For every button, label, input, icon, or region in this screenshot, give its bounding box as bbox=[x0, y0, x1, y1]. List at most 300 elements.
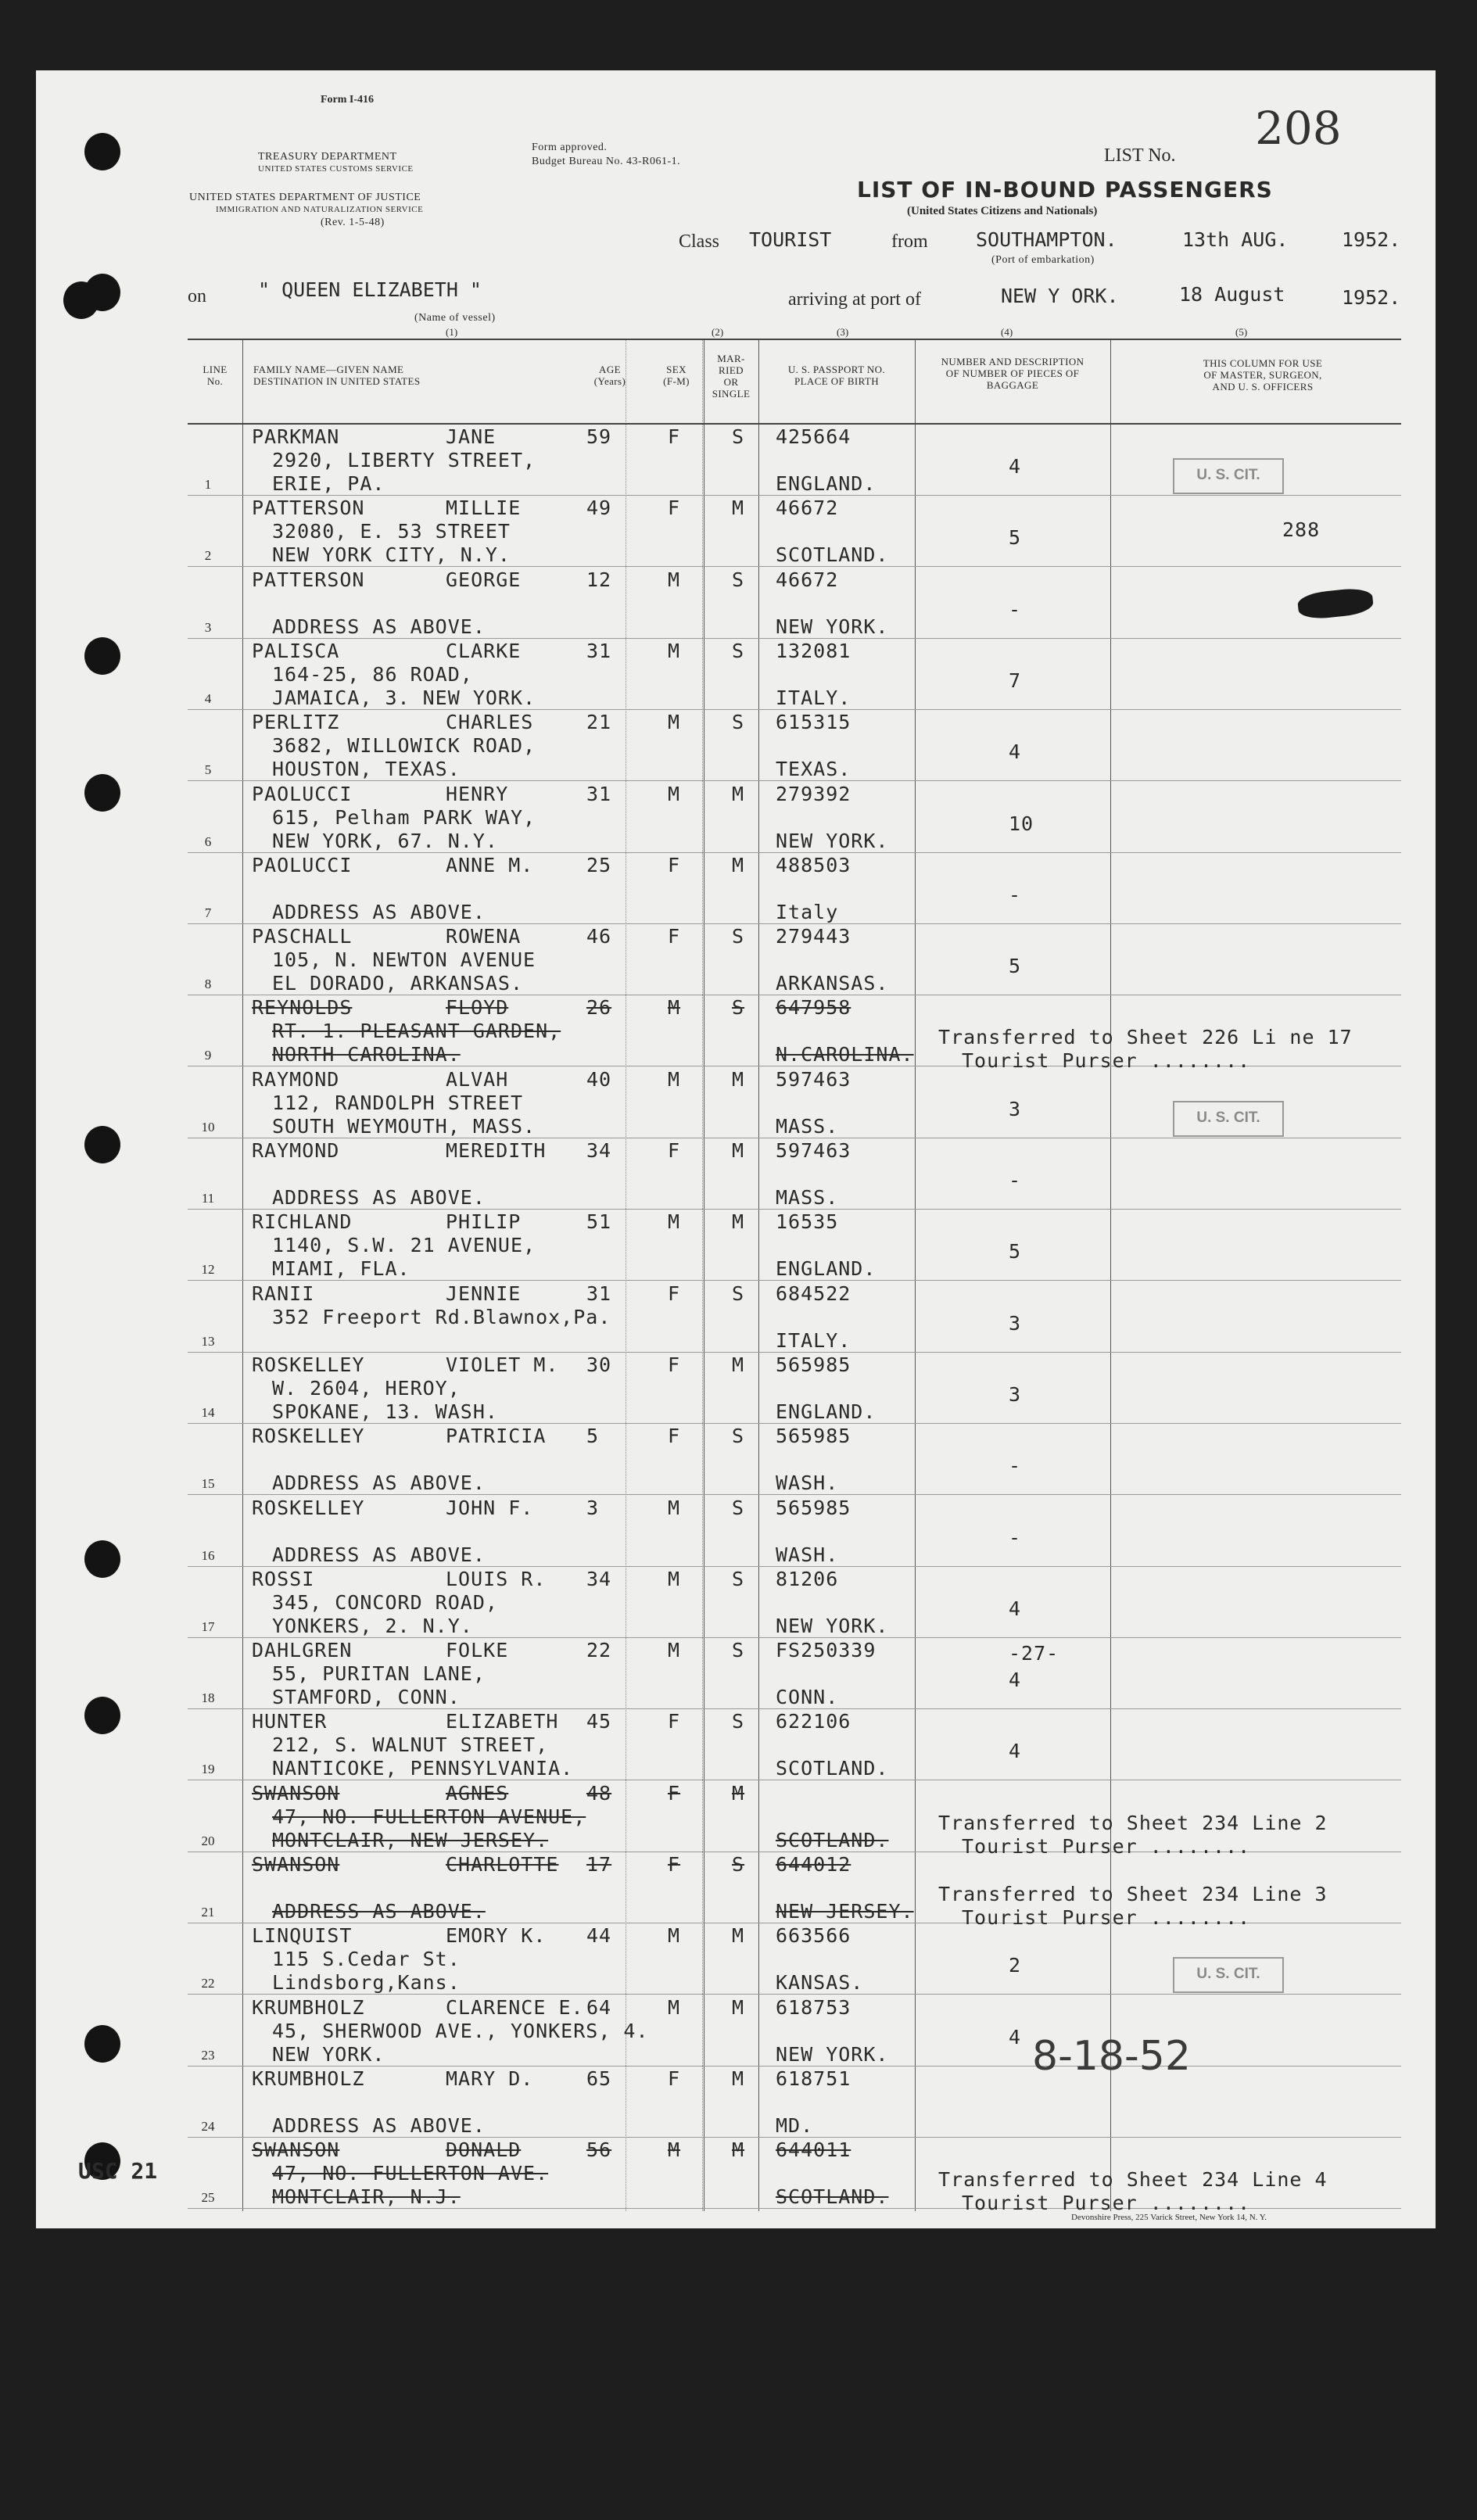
sex: F bbox=[668, 925, 681, 948]
sex: M bbox=[668, 568, 681, 591]
family-name: RAYMOND bbox=[252, 1139, 340, 1162]
line-number: 14 bbox=[201, 1404, 215, 1420]
birth-place: SCOTLAND. bbox=[776, 1757, 889, 1780]
given-name: HENRY bbox=[446, 782, 509, 805]
family-name: HUNTER bbox=[252, 1710, 328, 1733]
given-name: PHILIP bbox=[446, 1210, 522, 1234]
age: 31 bbox=[586, 1282, 612, 1305]
address-line: ADDRESS AS ABOVE. bbox=[272, 615, 486, 638]
passport-number: 279392 bbox=[776, 782, 851, 805]
baggage-count: - bbox=[1009, 883, 1022, 906]
family-name: ROSKELLEY bbox=[252, 1425, 365, 1448]
form-number: Form I-416 bbox=[321, 94, 375, 106]
binder-hole bbox=[84, 1540, 120, 1578]
col-number: (2) bbox=[712, 326, 724, 338]
table-row bbox=[188, 852, 1401, 924]
baggage-count: - bbox=[1009, 1525, 1022, 1549]
marital-status: S bbox=[732, 1282, 745, 1305]
passport-number: 46672 bbox=[776, 568, 839, 591]
line-number: 18 bbox=[201, 1690, 215, 1706]
marital-status: S bbox=[732, 1639, 745, 1662]
marital-status: S bbox=[732, 711, 745, 734]
arriving-label: arriving at port of bbox=[788, 289, 921, 310]
given-name: CHARLES bbox=[446, 711, 534, 734]
sex: M bbox=[668, 1639, 681, 1662]
pencil-signature: 8-18-52 bbox=[1032, 2033, 1191, 2080]
col-number: (5) bbox=[1235, 326, 1248, 338]
marital-status: M bbox=[732, 1995, 745, 2019]
baggage-count: 4 bbox=[1009, 1740, 1022, 1763]
line-number: 7 bbox=[204, 905, 212, 920]
vessel-name: " QUEEN ELIZABETH " bbox=[258, 278, 482, 301]
address-line: YONKERS, 2. N.Y. bbox=[272, 1614, 473, 1637]
margin-note: 288 bbox=[1282, 518, 1321, 542]
baggage-count: 7 bbox=[1009, 669, 1022, 692]
marital-status: M bbox=[732, 1210, 745, 1234]
given-name: JOHN F. bbox=[446, 1496, 534, 1519]
birth-place: MASS. bbox=[776, 1186, 839, 1209]
vessel-note: (Name of vessel) bbox=[414, 312, 496, 324]
address-line: 615, Pelham PARK WAY, bbox=[272, 805, 536, 829]
marital-status: S bbox=[732, 568, 745, 591]
address-line: 1140, S.W. 21 AVENUE, bbox=[272, 1234, 536, 1257]
arrival-port: NEW Y ORK. bbox=[1001, 285, 1119, 307]
family-name: SWANSON bbox=[252, 2138, 340, 2162]
col-header-name: FAMILY NAME—GIVEN NAME DESTINATION IN UNITED STATES bbox=[253, 364, 421, 387]
birth-place: TEXAS. bbox=[776, 758, 851, 781]
age: 31 bbox=[586, 639, 612, 662]
passport-number: 565985 bbox=[776, 1353, 851, 1376]
passport-number: 565985 bbox=[776, 1496, 851, 1519]
passport-number: 425664 bbox=[776, 425, 851, 448]
address-line: 352 Freeport Rd.Blawnox,Pa. bbox=[272, 1305, 611, 1328]
address-line: MONTCLAIR, NEW JERSEY. bbox=[272, 1828, 549, 1851]
sex: F bbox=[668, 1425, 681, 1448]
baggage-count: 5 bbox=[1009, 1240, 1022, 1264]
given-name: MEREDITH bbox=[446, 1139, 547, 1162]
address-line: EL DORADO, ARKANSAS. bbox=[272, 972, 524, 995]
family-name: LINQUIST bbox=[252, 1924, 353, 1948]
given-name: JANE bbox=[446, 425, 497, 448]
line-number: 25 bbox=[201, 2190, 215, 2206]
approval-line: Budget Bureau No. 43-R061-1. bbox=[532, 156, 681, 167]
passport-number: 46672 bbox=[776, 496, 839, 520]
embark-note: (Port of embarkation) bbox=[991, 254, 1095, 266]
birth-place: ITALY. bbox=[776, 686, 851, 709]
col-number: (4) bbox=[1001, 326, 1013, 338]
age: 21 bbox=[586, 711, 612, 734]
birth-place: NEW YORK. bbox=[776, 2042, 889, 2066]
given-name: ANNE M. bbox=[446, 853, 534, 876]
line-number: 13 bbox=[201, 1333, 215, 1349]
passport-number: 618751 bbox=[776, 2067, 851, 2090]
sex: M bbox=[668, 639, 681, 662]
document-subtitle: (United States Citizens and Nationals) bbox=[907, 205, 1098, 217]
age: 45 bbox=[586, 1710, 612, 1733]
sex: M bbox=[668, 1210, 681, 1234]
birth-place: MD. bbox=[776, 2113, 814, 2137]
transfer-note: Transferred to Sheet 234 Line 3 bbox=[938, 1883, 1328, 1905]
passport-number: 565985 bbox=[776, 1425, 851, 1448]
binder-hole bbox=[84, 133, 120, 170]
passport-number: 615315 bbox=[776, 711, 851, 734]
age: 30 bbox=[586, 1353, 612, 1376]
passport-number: 644011 bbox=[776, 2138, 851, 2162]
table-row bbox=[188, 2066, 1401, 2138]
given-name: LOUIS R. bbox=[446, 1567, 547, 1590]
sex: F bbox=[668, 1282, 681, 1305]
address-line: 45, SHERWOOD AVE., YONKERS, 4. bbox=[272, 2019, 649, 2042]
marital-status: M bbox=[732, 853, 745, 876]
sex: M bbox=[668, 996, 681, 1020]
family-name: ROSKELLEY bbox=[252, 1496, 365, 1519]
table-row bbox=[188, 1209, 1401, 1281]
table-row bbox=[188, 1138, 1401, 1210]
purser-note: Tourist Purser ........ bbox=[962, 1906, 1251, 1929]
line-number: 11 bbox=[201, 1191, 215, 1206]
sex: F bbox=[668, 1139, 681, 1162]
address-line: SOUTH WEYMOUTH, MASS. bbox=[272, 1114, 536, 1138]
embark-port: SOUTHAMPTON. bbox=[976, 228, 1117, 251]
line-number: 5 bbox=[204, 762, 212, 778]
age: 46 bbox=[586, 925, 612, 948]
table-row bbox=[188, 2137, 1401, 2215]
line-number: 8 bbox=[204, 977, 212, 992]
family-name: SWANSON bbox=[252, 1781, 340, 1805]
age: 44 bbox=[586, 1924, 612, 1948]
passport-number: 132081 bbox=[776, 639, 851, 662]
line-number: 21 bbox=[201, 1905, 215, 1920]
passport-number: 488503 bbox=[776, 853, 851, 876]
marital-status: S bbox=[732, 1710, 745, 1733]
marital-status: M bbox=[732, 1067, 745, 1091]
age: 22 bbox=[586, 1639, 612, 1662]
list-number: 208 bbox=[1255, 102, 1342, 155]
family-name: PATTERSON bbox=[252, 568, 365, 591]
table-row bbox=[188, 638, 1401, 710]
birth-place: Italy bbox=[776, 900, 839, 923]
family-name: DAHLGREN bbox=[252, 1639, 353, 1662]
table-row bbox=[188, 567, 1401, 639]
birth-place: SCOTLAND. bbox=[776, 543, 889, 567]
table-row bbox=[188, 1637, 1401, 1709]
address-line: ADDRESS AS ABOVE. bbox=[272, 1471, 486, 1495]
address-line: 47, NO. FULLERTON AVENUE, bbox=[272, 1805, 586, 1828]
table-row bbox=[188, 495, 1401, 567]
sex: M bbox=[668, 1924, 681, 1948]
table-row bbox=[188, 923, 1401, 995]
family-name: REYNOLDS bbox=[252, 996, 353, 1020]
birth-place: SCOTLAND. bbox=[776, 1828, 889, 1851]
address-line: NEW YORK, 67. N.Y. bbox=[272, 829, 498, 852]
family-name: SWANSON bbox=[252, 1853, 340, 1876]
address-line: NORTH CAROLINA. bbox=[272, 1043, 461, 1066]
age: 12 bbox=[586, 568, 612, 591]
line-number: 23 bbox=[201, 2047, 215, 2063]
marital-status: M bbox=[732, 1353, 745, 1376]
birth-place: ENGLAND. bbox=[776, 1257, 877, 1281]
baggage-count: 4 bbox=[1009, 1597, 1022, 1620]
col-number: (3) bbox=[837, 326, 849, 338]
sex: M bbox=[668, 711, 681, 734]
line-number: 10 bbox=[201, 1119, 215, 1135]
address-line: 212, S. WALNUT STREET, bbox=[272, 1733, 549, 1757]
address-line: NEW YORK. bbox=[272, 2042, 385, 2066]
birth-place: NEW JERSEY. bbox=[776, 1900, 914, 1923]
arrival-year: 1952. bbox=[1342, 286, 1401, 309]
age: 59 bbox=[586, 425, 612, 448]
sex: F bbox=[668, 1781, 681, 1805]
table-row bbox=[188, 1995, 1401, 2067]
address-line: 115 S.Cedar St. bbox=[272, 1948, 461, 1971]
age: 26 bbox=[586, 996, 612, 1020]
baggage-count: 2 bbox=[1009, 1954, 1022, 1977]
passport-number: 622106 bbox=[776, 1710, 851, 1733]
given-name: EMORY K. bbox=[446, 1924, 547, 1948]
approval-line: Form approved. bbox=[532, 142, 608, 153]
baggage-count: - bbox=[1009, 1169, 1022, 1192]
family-name: ROSSI bbox=[252, 1567, 315, 1590]
given-name: MARY D. bbox=[446, 2067, 534, 2090]
line-number: 4 bbox=[204, 690, 212, 706]
table-row bbox=[188, 1066, 1401, 1138]
family-name: ROSKELLEY bbox=[252, 1353, 365, 1376]
given-name: GEORGE bbox=[446, 568, 522, 591]
col-header-married: MAR- RIED OR SINGLE bbox=[712, 353, 751, 400]
line-number: 15 bbox=[201, 1476, 215, 1492]
birth-place: SCOTLAND. bbox=[776, 2185, 889, 2209]
age: 65 bbox=[586, 2067, 612, 2090]
birth-place: CONN. bbox=[776, 1686, 839, 1709]
baggage-count: 3 bbox=[1009, 1311, 1022, 1335]
line-number: 17 bbox=[201, 1618, 215, 1634]
passport-number: 684522 bbox=[776, 1282, 851, 1305]
sex: F bbox=[668, 1710, 681, 1733]
given-name: AGNES bbox=[446, 1781, 509, 1805]
table-row bbox=[188, 1281, 1401, 1353]
birth-place: NEW YORK. bbox=[776, 829, 889, 852]
marital-status: M bbox=[732, 496, 745, 520]
line-number: 9 bbox=[204, 1048, 212, 1063]
given-name: ROWENA bbox=[446, 925, 522, 948]
embark-year: 1952. bbox=[1342, 228, 1401, 251]
baggage-count: - bbox=[1009, 1454, 1022, 1478]
given-name: PATRICIA bbox=[446, 1425, 547, 1448]
class-value: TOURIST bbox=[749, 228, 832, 251]
sex: F bbox=[668, 1853, 681, 1876]
family-name: PAOLUCCI bbox=[252, 782, 353, 805]
given-name: JENNIE bbox=[446, 1282, 522, 1305]
dept-line: IMMIGRATION AND NATURALIZATION SERVICE bbox=[216, 205, 424, 214]
address-line: 55, PURITAN LANE, bbox=[272, 1662, 486, 1686]
address-line: 345, CONCORD ROAD, bbox=[272, 1590, 498, 1614]
address-line: HOUSTON, TEXAS. bbox=[272, 758, 461, 781]
birth-place: KANSAS. bbox=[776, 1971, 864, 1995]
transfer-note: Transferred to Sheet 226 Li ne 17 bbox=[938, 1026, 1353, 1049]
sex: F bbox=[668, 1353, 681, 1376]
sex: F bbox=[668, 853, 681, 876]
given-name: CHARLOTTE bbox=[446, 1853, 559, 1876]
birth-place: NEW YORK. bbox=[776, 1614, 889, 1637]
us-citizen-stamp: U. S. CIT. bbox=[1173, 458, 1284, 494]
birth-place: WASH. bbox=[776, 1543, 839, 1566]
sex: F bbox=[668, 496, 681, 520]
age: 40 bbox=[586, 1067, 612, 1091]
purser-note: Tourist Purser ........ bbox=[962, 1834, 1251, 1858]
given-name: FOLKE bbox=[446, 1639, 509, 1662]
note: -27- bbox=[1009, 1642, 1059, 1665]
address-line: 32080, E. 53 STREET bbox=[272, 520, 511, 543]
table-row bbox=[188, 995, 1401, 1073]
baggage-count: 3 bbox=[1009, 1097, 1022, 1120]
age: 51 bbox=[586, 1210, 612, 1234]
line-number: 6 bbox=[204, 833, 212, 849]
dept-line: TREASURY DEPARTMENT bbox=[258, 151, 397, 163]
birth-place: N.CAROLINA. bbox=[776, 1043, 914, 1066]
given-name: CLARKE bbox=[446, 639, 522, 662]
sex: M bbox=[668, 782, 681, 805]
printer-imprint: Devonshire Press, 225 Varick Street, New York 14, N. Y. bbox=[1071, 2213, 1267, 2222]
table-row bbox=[188, 1851, 1401, 1929]
age: 3 bbox=[586, 1496, 600, 1519]
given-name: MILLIE bbox=[446, 496, 522, 520]
family-name: RAYMOND bbox=[252, 1067, 340, 1091]
address-line: ADDRESS AS ABOVE. bbox=[272, 1543, 486, 1566]
marital-status: S bbox=[732, 996, 745, 1020]
class-label: Class bbox=[679, 231, 720, 252]
family-name: PATTERSON bbox=[252, 496, 365, 520]
line-number: 22 bbox=[201, 1976, 215, 1991]
marital-status: M bbox=[732, 1924, 745, 1948]
col-number: (1) bbox=[446, 326, 458, 338]
address-line: 2920, LIBERTY STREET, bbox=[272, 449, 536, 471]
age: 34 bbox=[586, 1567, 612, 1590]
birth-place: ENGLAND. bbox=[776, 1400, 877, 1423]
address-line: 105, N. NEWTON AVENUE bbox=[272, 948, 536, 972]
marital-status: S bbox=[732, 425, 745, 448]
table-row bbox=[188, 424, 1401, 496]
on-label: on bbox=[188, 286, 206, 306]
marital-status: M bbox=[732, 1139, 745, 1162]
baggage-count: 4 bbox=[1009, 740, 1022, 764]
age: 17 bbox=[586, 1853, 612, 1876]
family-name: RANII bbox=[252, 1282, 315, 1305]
col-header-passport: U. S. PASSPORT NO. PLACE OF BIRTH bbox=[787, 364, 886, 387]
passport-number: 597463 bbox=[776, 1139, 851, 1162]
passport-number: 618753 bbox=[776, 1995, 851, 2019]
address-line: ADDRESS AS ABOVE. bbox=[272, 1186, 486, 1209]
given-name: FLOYD bbox=[446, 996, 509, 1020]
sex: F bbox=[668, 425, 681, 448]
sex: F bbox=[668, 2067, 681, 2090]
baggage-count: 4 bbox=[1009, 455, 1022, 478]
address-line: NANTICOKE, PENNSYLVANIA. bbox=[272, 1757, 574, 1780]
passport-number: 644012 bbox=[776, 1853, 851, 1876]
address-line: SPOKANE, 13. WASH. bbox=[272, 1400, 498, 1423]
dept-line: UNITED STATES CUSTOMS SERVICE bbox=[258, 164, 414, 174]
sex: M bbox=[668, 1496, 681, 1519]
passport-number: FS250339 bbox=[776, 1639, 877, 1662]
marital-status: M bbox=[732, 1781, 745, 1805]
family-name: PALISCA bbox=[252, 639, 340, 662]
line-number: 3 bbox=[204, 619, 212, 635]
marital-status: M bbox=[732, 2138, 745, 2162]
sex: M bbox=[668, 2138, 681, 2162]
passenger-table bbox=[188, 326, 1401, 2215]
age: 56 bbox=[586, 2138, 612, 2162]
address-line: ADDRESS AS ABOVE. bbox=[272, 1900, 486, 1923]
passport-number: 647958 bbox=[776, 996, 851, 1020]
table-row bbox=[188, 781, 1401, 853]
baggage-count: 3 bbox=[1009, 1382, 1022, 1406]
col-header-sex: SEX (F-M) bbox=[663, 364, 690, 387]
table-row bbox=[188, 709, 1401, 781]
transfer-note: Transferred to Sheet 234 Line 2 bbox=[938, 1811, 1328, 1834]
baggage-count: 5 bbox=[1009, 955, 1022, 978]
line-number: 2 bbox=[204, 548, 212, 564]
family-name: PERLITZ bbox=[252, 711, 340, 734]
binder-hole bbox=[84, 637, 120, 675]
line-number: 12 bbox=[201, 1262, 215, 1278]
table-row bbox=[188, 1708, 1401, 1780]
passport-number: 16535 bbox=[776, 1210, 839, 1234]
address-line: W. 2604, HEROY, bbox=[272, 1376, 461, 1400]
family-name: PARKMAN bbox=[252, 425, 340, 448]
col-header-baggage: NUMBER AND DESCRIPTION OF NUMBER OF PIECES OF BAGGAGE bbox=[941, 356, 1084, 391]
birth-place: ARKANSAS. bbox=[776, 972, 889, 995]
age: 48 bbox=[586, 1781, 612, 1805]
revision: (Rev. 1-5-48) bbox=[321, 217, 385, 228]
sex: M bbox=[668, 1567, 681, 1590]
col-header-age: AGE (Years) bbox=[593, 364, 626, 387]
baggage-count: 4 bbox=[1009, 2025, 1022, 2049]
marital-status: S bbox=[732, 1853, 745, 1876]
age: 31 bbox=[586, 782, 612, 805]
address-line: NEW YORK CITY, N.Y. bbox=[272, 543, 511, 567]
list-no-label: LIST No. bbox=[1104, 145, 1176, 166]
address-line: STAMFORD, CONN. bbox=[272, 1686, 461, 1709]
baggage-count: - bbox=[1009, 597, 1022, 621]
given-name: ALVAH bbox=[446, 1067, 509, 1091]
table-row bbox=[188, 1423, 1401, 1495]
age: 5 bbox=[586, 1425, 600, 1448]
passport-number: 81206 bbox=[776, 1567, 839, 1590]
transfer-note: Transferred to Sheet 234 Line 4 bbox=[938, 2168, 1328, 2192]
address-line: MIAMI, FLA. bbox=[272, 1257, 410, 1281]
address-line: RT. 1. PLEASANT GARDEN, bbox=[272, 1020, 561, 1043]
given-name: CLARENCE E. bbox=[446, 1995, 584, 2019]
form-code: USC 21 bbox=[78, 2158, 158, 2184]
family-name: RICHLAND bbox=[252, 1210, 353, 1234]
marital-status: S bbox=[732, 1567, 745, 1590]
line-number: 20 bbox=[201, 1833, 215, 1848]
family-name: KRUMBHOLZ bbox=[252, 1995, 365, 2019]
family-name: KRUMBHOLZ bbox=[252, 2067, 365, 2090]
address-line: JAMAICA, 3. NEW YORK. bbox=[272, 686, 536, 709]
passport-number: 663566 bbox=[776, 1924, 851, 1948]
birth-place: ITALY. bbox=[776, 1328, 851, 1352]
address-line: ADDRESS AS ABOVE. bbox=[272, 2113, 486, 2137]
age: 49 bbox=[586, 496, 612, 520]
baggage-count: 4 bbox=[1009, 1669, 1022, 1692]
address-line: Lindsborg,Kans. bbox=[272, 1971, 461, 1995]
passport-number: 279443 bbox=[776, 925, 851, 948]
line-number: 19 bbox=[201, 1762, 215, 1777]
family-name: PAOLUCCI bbox=[252, 853, 353, 876]
address-line: 164-25, 86 ROAD, bbox=[272, 662, 473, 686]
table-row bbox=[188, 1923, 1401, 1995]
dept-line: UNITED STATES DEPARTMENT OF JUSTICE bbox=[189, 192, 421, 203]
